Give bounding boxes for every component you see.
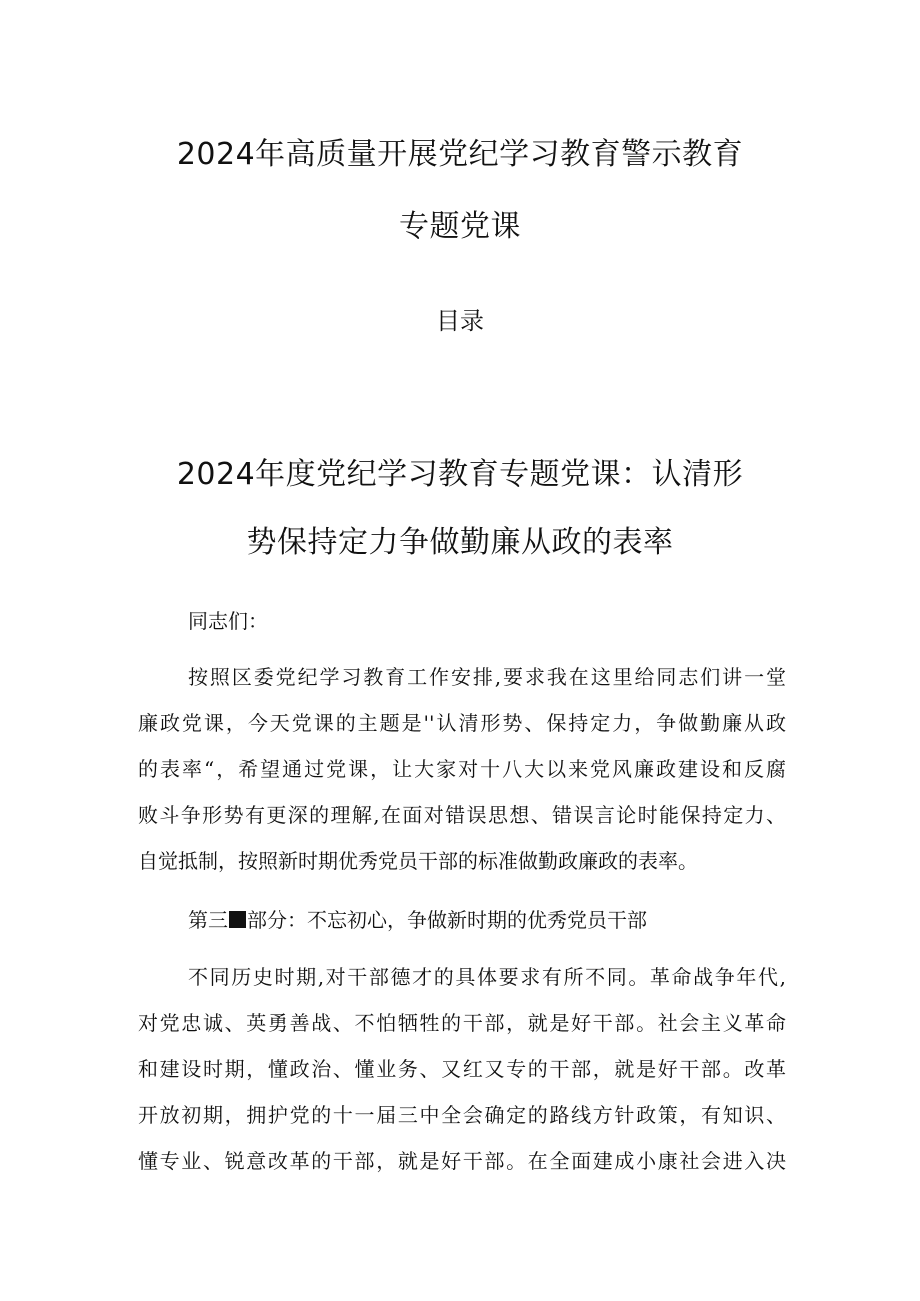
redaction-box <box>229 911 246 928</box>
paragraph1-line: 自觉抵制，按照新时期优秀党员干部的标准做勤政廉政的表率。 <box>138 849 698 873</box>
salutation: 同志们： <box>188 609 268 633</box>
document-title-line-1: 2024年高质量开展党纪学习教育警示教育 <box>176 137 744 172</box>
part-heading-suffix: 部分：不忘初心，争做新时期的优秀党员干部 <box>247 908 647 932</box>
part-heading <box>188 909 786 931</box>
paragraph2-line: 懂专业、锐意改革的干部，就是好干部。在全面建成小康社会进入决 <box>138 1149 786 1173</box>
paragraph2-line: 不同历史时期,对干部德才的具体要求有所不同。革命战争年代, <box>188 965 786 989</box>
toc-heading: 目录 <box>436 307 484 335</box>
paragraph1-line: 按照区委党纪学习教育工作安排,要求我在这里给同志们讲一堂 <box>188 665 786 689</box>
part-heading-prefix: 第三 <box>188 908 228 932</box>
paragraph2-line: 对党忠诚、英勇善战、不怕牺牲的干部，就是好干部。社会主义革命 <box>138 1011 786 1035</box>
paragraph1-line: 败斗争形势有更深的理解,在面对错误思想、错误言论时能保持定力、 <box>138 803 786 827</box>
document-title-line-2: 专题党课 <box>399 209 521 244</box>
section-title-line-1: 2024年度党纪学习教育专题党课：认清形 <box>176 457 744 492</box>
paragraph1-line: 的表率“，希望通过党课，让大家对十八大以来党风廉政建设和反腐 <box>138 757 786 781</box>
paragraph2-line: 和建设时期，懂政治、懂业务、又红又专的干部，就是好干部。改革 <box>138 1057 786 1081</box>
paragraph1-line: 廉政党课，今天党课的主题是''认清形势、保持定力，争做勤廉从政 <box>138 711 786 735</box>
section-title-line-2: 势保持定力争做勤廉从政的表率 <box>246 525 674 560</box>
paragraph2-line: 开放初期，拥护党的十一届三中全会确定的路线方针政策，有知识、 <box>138 1103 786 1127</box>
